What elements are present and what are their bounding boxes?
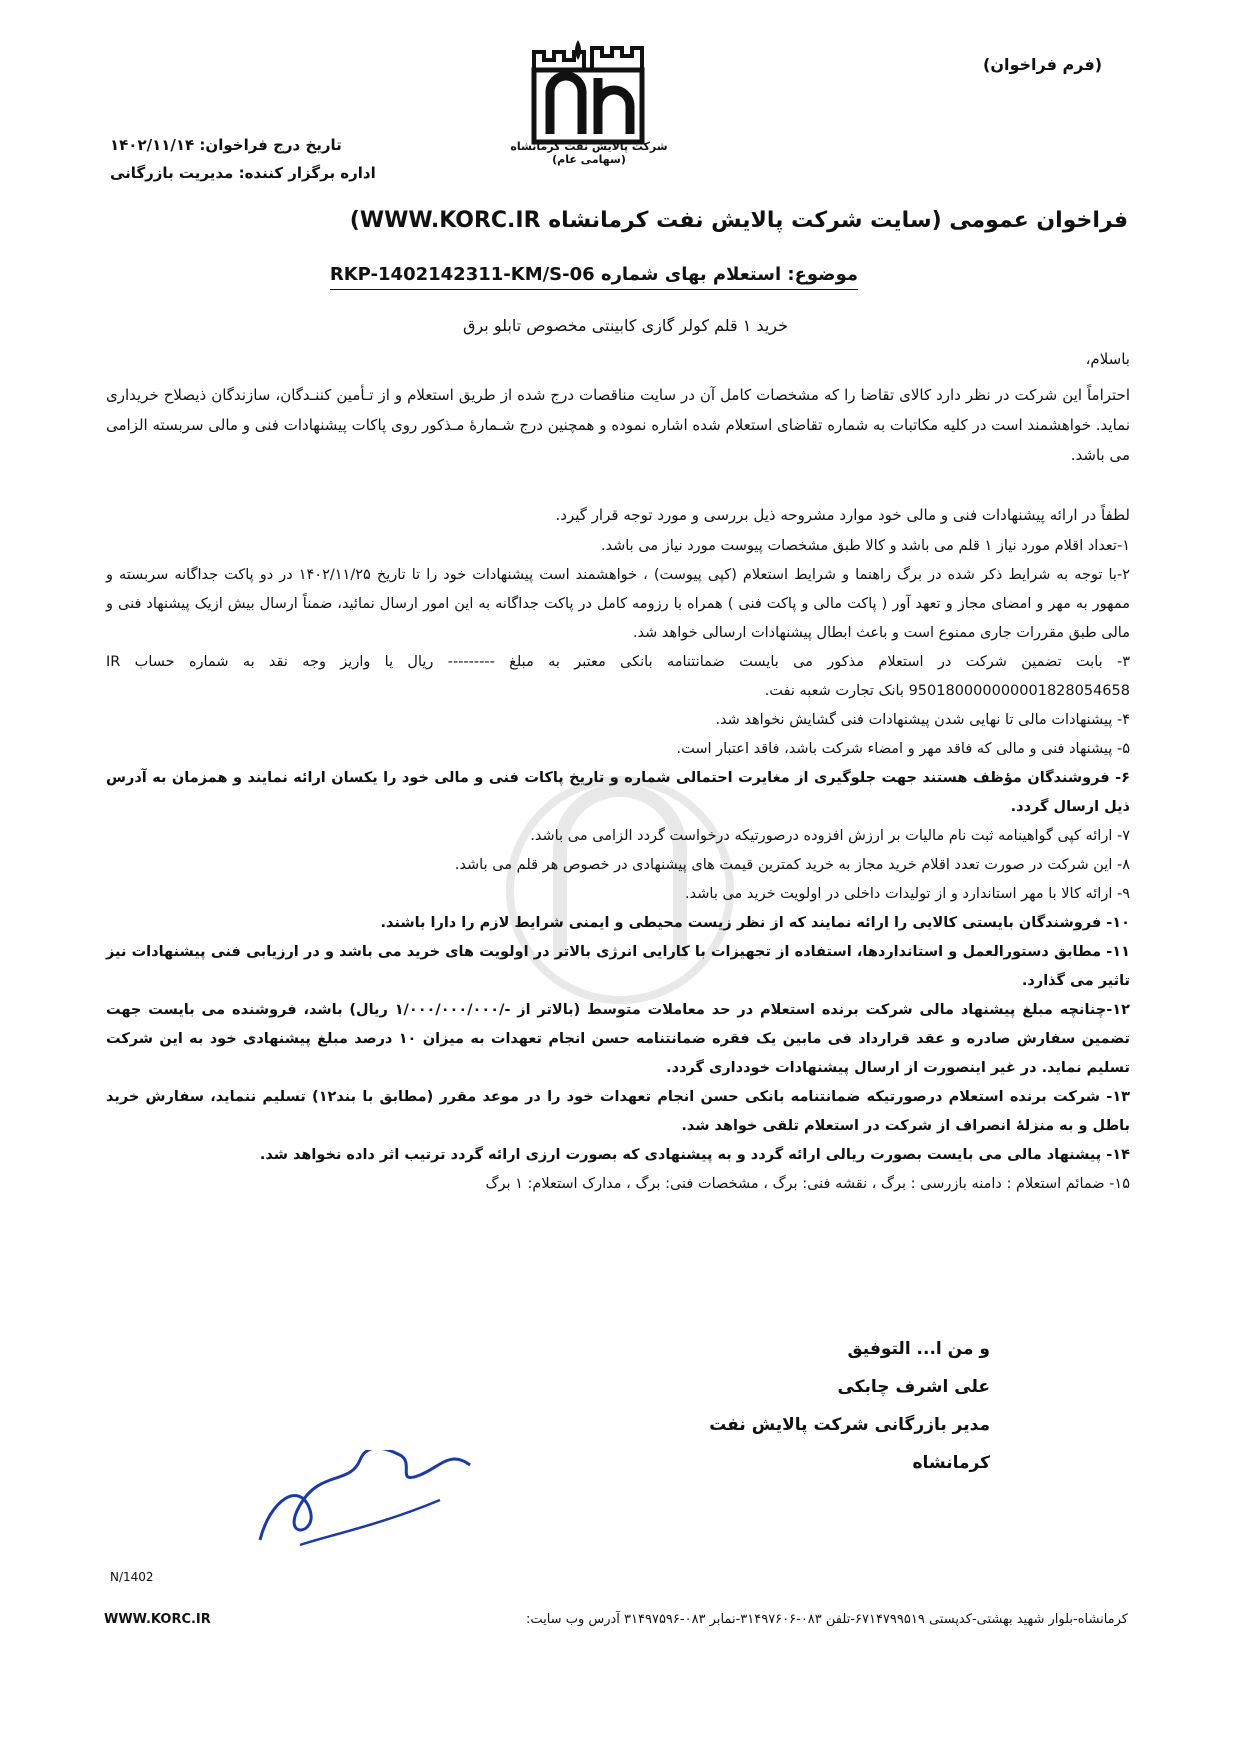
company-logo bbox=[528, 34, 648, 154]
list-item: ۶- فروشندگان مؤظف هستند جهت جلوگیری از مغایرت احتمالی شماره و تاریخ پاکات فنی و مالی خود را یکسان ارائه نمایند و همزمان به آدرس ذیل ارسال گردد. bbox=[106, 770, 1130, 815]
request-paragraph: لطفاً در ارائه پیشنهادات فنی و مالی خود موارد مشروحه ذیل بررسی و مورد توجه قرار گیرد. bbox=[555, 506, 1130, 524]
announcement-date: تاریخ درج فراخوان: ۱۴۰۲/۱۱/۱۴ bbox=[110, 136, 342, 154]
footer-website: WWW.KORC.IR bbox=[104, 1612, 211, 1627]
company-caption: شرکت پالایش نفت کرمانشاه (سهامی عام) bbox=[510, 140, 668, 166]
greeting: باسلام، bbox=[1085, 350, 1130, 368]
handwritten-signature bbox=[240, 1450, 500, 1560]
footer bbox=[104, 1612, 1128, 1627]
list-item: ۱۴- پیشنهاد مالی می بایست بصورت ریالی ارائه گردد و به پیشنهادی که بصورت ارزی ارائه گردد ترتیب اثر داده نخواهد شد. bbox=[259, 1147, 1130, 1163]
list-item: ۱-تعداد اقلام مورد نیاز ۱ قلم می باشد و کالا طبق مشخصات پیوست مورد نیاز می باشد. bbox=[600, 538, 1130, 554]
signatory-name: علی اشرف چابکی bbox=[837, 1377, 990, 1397]
document-code: N/1402 bbox=[110, 1570, 154, 1584]
page-title: فراخوان عمومی (سایت شرکت پالایش نفت کرمانشاه WWW.KORC.IR) bbox=[349, 208, 1128, 233]
list-item: ۱۳- شرکت برنده استعلام درصورتیکه ضمانتنامه بانکی حسن انجام تعهدات خود را در موعد مقرر (مطابق با بند۱۲) تسلیم ننماید، سفارش خرید باطل و به منزلهٔ انصراف از شرکت در استعلام تلقی خواهد شد. bbox=[106, 1089, 1131, 1134]
closing-block bbox=[660, 1330, 990, 1482]
footer-address: کرمانشاه-بلوار شهید بهشتی-کدپستی ۶۷۱۴۷۹۹۵۱۹-تلفن ۰۸۳-۳۱۴۹۷۶۰۶-نمابر ۰۸۳-۳۱۴۹۷۵۹۶ آدرس وب سایت: bbox=[525, 1612, 1128, 1627]
signatory-title: مدیر بازرگانی شرکت پالایش نفت کرمانشاه bbox=[709, 1415, 990, 1473]
list-item: ۴- پیشنهادات مالی تا نهایی شدن پیشنهادات فنی گشایش نخواهد شد. bbox=[715, 712, 1130, 728]
list-item: ۱۱- مطابق دستورالعمل و استانداردها، استفاده از تجهیزات با کارایی انرژی بالاتر در اولویت های خرید می باشد و در ارزیابی فنی پیشنهادات نیز تاثیر می گذارد. bbox=[106, 944, 1130, 989]
form-label: (فرم فراخوان) bbox=[983, 55, 1102, 74]
items-list bbox=[106, 532, 1130, 1199]
list-item: ۵- پیشنهاد فنی و مالی که فاقد مهر و امضاء شرکت باشد، فاقد اعتبار است. bbox=[676, 741, 1130, 757]
list-item: ۱۵- ضمائم استعلام : دامنه بازرسی : برگ ، نقشه فنی: برگ ، مشخصات فنی: برگ ، مدارک استعلام: ۱ برگ bbox=[485, 1176, 1130, 1192]
closing-phrase: و من ا... التوفیق bbox=[847, 1339, 990, 1359]
list-item: ۸- این شرکت در صورت تعدد اقلام خرید مجاز به خرید کمترین قیمت های پیشنهادی در خصوص هر قلم می باشد. bbox=[454, 857, 1130, 873]
subject-line: موضوع: استعلام بهای شماره RKP-1402142311-KM/S-06 bbox=[330, 264, 858, 290]
list-item: ۳- بابت تضمین شرکت در استعلام مذکور می بایست ضمانتنامه بانکی معتبر به مبلغ --------- ریال یا واریز وجه نقد به شماره حساب IR 950180000000001828054658 بانک تجارت شعبه نفت. bbox=[106, 654, 1130, 699]
list-item: ۱۰- فروشندگان بایستی کالایی را ارائه نمایند که از نظر زیست محیطی و ایمنی شرایط لازم را دارا باشند. bbox=[380, 915, 1130, 931]
list-item: ۷- ارائه کپی گواهینامه ثبت نام مالیات بر ارزش افزوده درصورتیکه درخواست گردد الزامی می باشد. bbox=[530, 828, 1130, 844]
list-item: ۹- ارائه کالا با مهر استاندارد و از تولیدات داخلی در اولویت خرید می باشد. bbox=[685, 886, 1130, 902]
organizer-department: اداره برگزار کننده: مدیریت بازرگانی bbox=[110, 164, 376, 182]
list-item: ۲-با توجه به شرایط ذکر شده در برگ راهنما و شرایط استعلام (کپی پیوست) ، خواهشمند است پیشنهادات خود را تا تاریخ ۱۴۰۲/۱۱/۲۵ در دو پاکت جداگانه سربسته و ممهور به مهر و امضای مجاز و تعهد آور ( پاکت مالی و پاکت فنی ) همراه با رزومه کامل در پاکت جداگانه به این امور ارسال نمائید، ضمناً ارسال بیش ازیک پیشنهاد فنی و مالی طبق مقررات جاری ممنوع است و باعث ابطال پیشنهادات ارسالی خواهد شد. bbox=[106, 567, 1130, 641]
subject-description: خرید ۱ قلم کولر گازی کابینتی مخصوص تابلو برق bbox=[463, 316, 788, 335]
list-item: ۱۲-چنانچه مبلغ پیشنهاد مالی شرکت برنده استعلام در حد معاملات متوسط (بالاتر از -/۱/۰۰۰/۰۰۰/۰۰۰ ریال) باشد، فروشنده می بایست جهت تضمین سفارش صادره و عقد قرارداد فی مابین یک فقره ضمانتنامه حسن انجام تعهدات به میزان ۱۰ درصد مبلغ پیشنهادی خود به این شرکت تسلیم نماید. در غیر اینصورت از ارسال پیشنهادات خودداری گردد. bbox=[106, 1002, 1130, 1076]
intro-paragraph: احتراماً این شرکت در نظر دارد کالای تقاضا را که مشخصات کامل آن در سایت مناقصات درج شده از طریق استعلام و از تـأمین کننـدگان، سازندگان ذیصلاح خریداری نماید. خواهشمند است در کلیه مکاتبات به شماره تقاضای استعلام شده اشاره نموده و همچنین درج شـمارهٔ مـذکور روی پاکات پیشنهادات فنی و مالی سربسته الزامی می باشد. bbox=[106, 386, 1130, 464]
